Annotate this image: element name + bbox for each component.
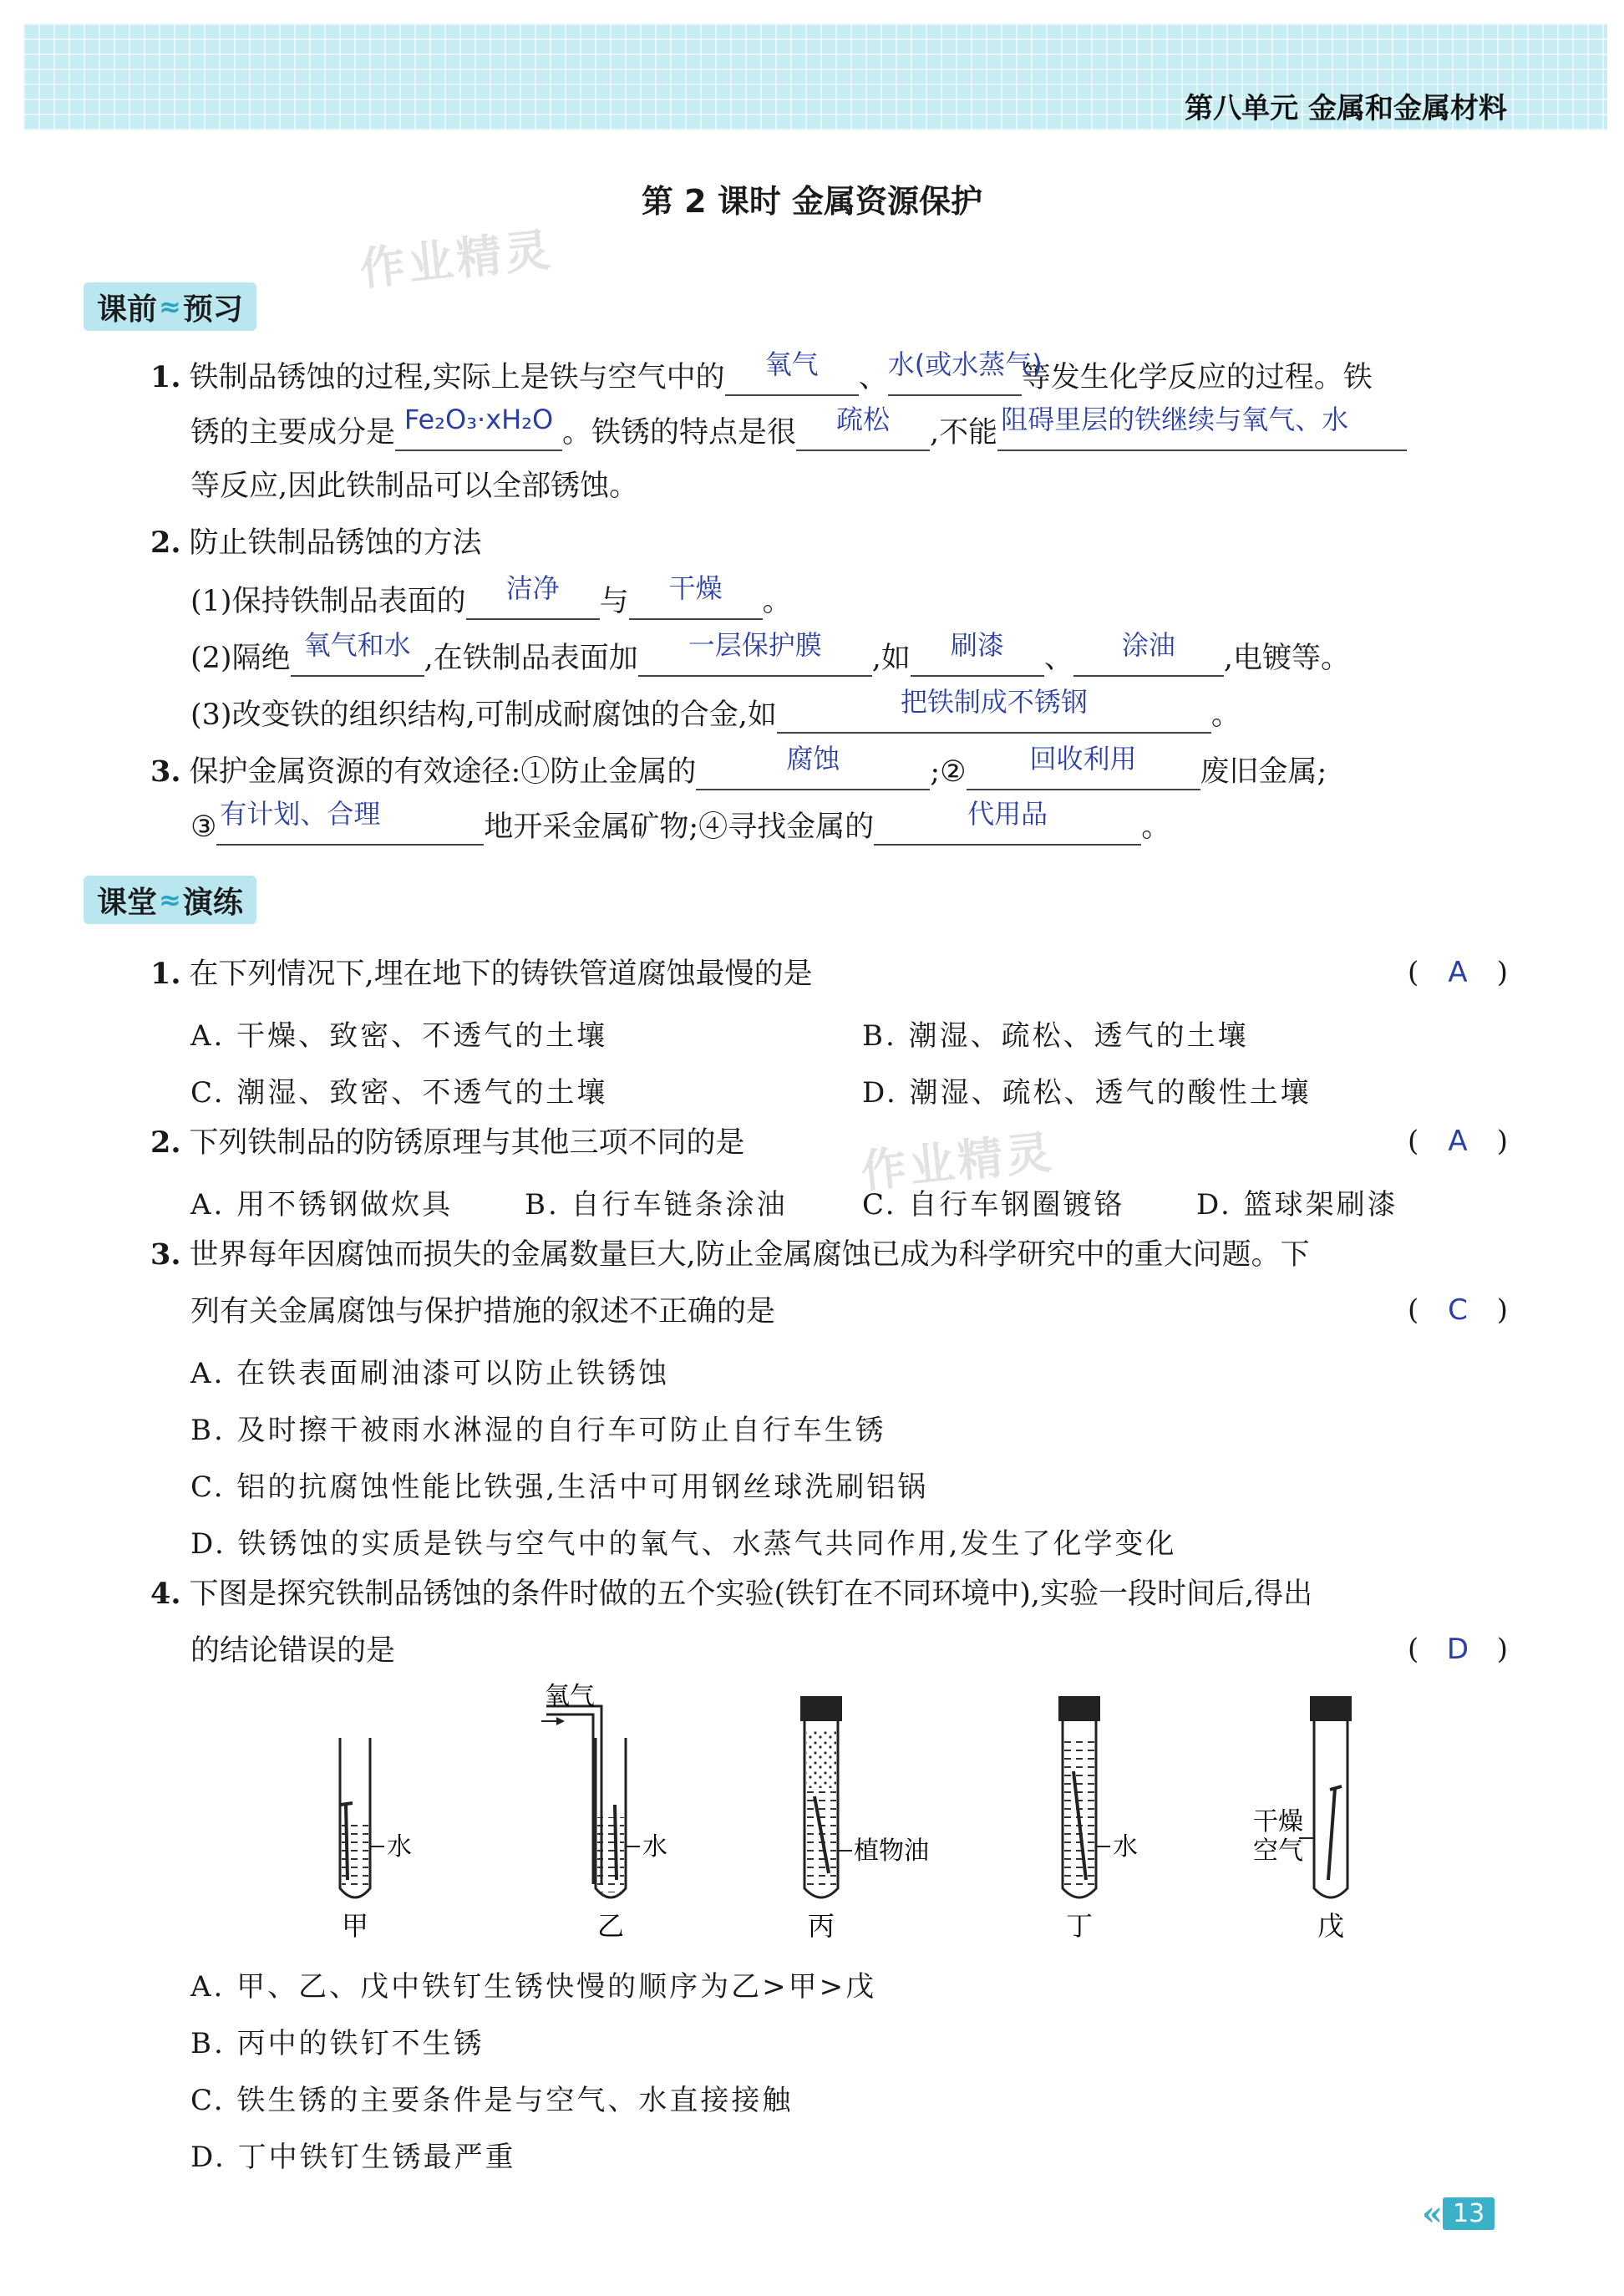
option-a[interactable]: A. 干燥、致密、不透气的土壤 <box>190 1019 608 1053</box>
question-number: 2. <box>150 526 181 560</box>
option-a[interactable]: A. 甲、乙、戊中铁钉生锈快慢的顺序为乙>甲>戊 <box>190 1970 877 2004</box>
section-preview-tag <box>84 282 256 331</box>
option-c[interactable]: C. 潮湿、致密、不透气的土壤 <box>190 1076 608 1110</box>
practice-q3-stem2 <box>0 1293 1624 1330</box>
answer: D <box>1446 1633 1469 1666</box>
practice-q2-stem <box>0 1125 1624 1161</box>
blank-substitute[interactable] <box>874 798 1141 846</box>
blank-plan[interactable] <box>216 798 484 846</box>
page-number <box>1422 2195 1495 2232</box>
option-d[interactable]: D. 潮湿、疏松、透气的酸性土壤 <box>862 1076 1312 1110</box>
section-preview-right: 预习 <box>182 292 243 327</box>
answer: A <box>1448 956 1468 989</box>
text: 、 <box>1043 642 1073 675</box>
blank-oil[interactable] <box>1073 629 1224 677</box>
label-water-ding: 水 <box>1113 1832 1138 1862</box>
practice-q1-stem <box>0 956 1624 993</box>
preview-q2-stem <box>0 525 1624 561</box>
text: 废旧金属; <box>1200 755 1327 789</box>
section-practice-tag <box>84 876 256 924</box>
text: 铁制品锈蚀的过程,实际上是铁与空气中的 <box>189 361 725 394</box>
text: 、 <box>858 361 888 394</box>
blank-corrosion[interactable] <box>696 743 930 790</box>
text: (3)改变铁的组织结构,可制成耐腐蚀的合金,如 <box>190 698 777 732</box>
option-c[interactable]: C. 自行车钢圈镀铬 <box>862 1188 1125 1222</box>
option-b[interactable]: B. 潮湿、疏松、透气的土壤 <box>862 1019 1249 1053</box>
answer: Fe₂O₃·xH₂O <box>403 404 554 435</box>
question-number: 3. <box>150 754 181 789</box>
text: 与 <box>599 585 629 618</box>
question-number: 1. <box>150 957 181 991</box>
paren: ( <box>1408 1633 1419 1666</box>
blank-water[interactable] <box>887 348 1043 396</box>
answer: 一层保护膜 <box>688 629 822 661</box>
question-number: 1. <box>150 360 181 394</box>
answer: 阻碍里层的铁继续与氧气、水 <box>1001 404 1349 435</box>
label-oil: 植物油 <box>854 1836 929 1866</box>
tube-yi <box>541 1706 640 1897</box>
answer-paren-q2[interactable] <box>1408 1125 1508 1158</box>
double-chevron-left-icon: « <box>1422 2193 1434 2233</box>
lesson-title: 第 2 课时 金属资源保护 <box>641 183 983 220</box>
text: 在下列情况下,埋在地下的铸铁管道腐蚀最慢的是 <box>189 958 813 991</box>
text: 下列铁制品的防锈原理与其他三项不同的是 <box>189 1126 745 1160</box>
paren: ( <box>1408 1125 1419 1158</box>
text: ③ <box>190 810 217 844</box>
text: (1)保持铁制品表面的 <box>190 585 466 618</box>
answer: 有计划、合理 <box>220 798 381 830</box>
answer-paren-q1[interactable] <box>1408 956 1508 989</box>
option-c[interactable]: C. 铁生锈的主要条件是与空气、水直接接触 <box>190 2084 794 2117</box>
text: 。 <box>762 585 792 618</box>
answer: 涂油 <box>1121 629 1175 661</box>
blank-stainless[interactable] <box>777 686 1211 734</box>
answer: 干燥 <box>668 572 723 604</box>
option-a[interactable]: A. 用不锈钢做炊具 <box>190 1188 454 1222</box>
preview-q2-s3 <box>0 686 1624 734</box>
page-number-value: 13 <box>1443 2197 1495 2230</box>
tube-name-jia: 甲 <box>341 1910 369 1942</box>
preview-q2-s1 <box>0 572 1624 620</box>
answer: 水(或水蒸气) <box>887 348 1043 380</box>
answer: A <box>1448 1125 1468 1158</box>
tube-name-wu: 戊 <box>1317 1910 1345 1942</box>
blank-oxygen[interactable] <box>725 348 859 396</box>
text: 防止铁制品锈蚀的方法 <box>189 526 482 560</box>
paren: ) <box>1496 1633 1508 1666</box>
blank-barrier[interactable] <box>997 404 1407 451</box>
text: 等反应,因此铁制品可以全部锈蚀。 <box>190 470 639 503</box>
answer: 回收利用 <box>1029 743 1137 775</box>
answer: C <box>1448 1293 1468 1327</box>
option-d[interactable]: D. 丁中铁钉生锈最严重 <box>190 2141 516 2174</box>
answer-paren-q4[interactable] <box>1408 1633 1508 1666</box>
practice-q3-stem1 <box>0 1237 1624 1273</box>
tube-jia <box>340 1738 384 1897</box>
practice-q4-stem1 <box>0 1576 1624 1613</box>
paren: ) <box>1496 1125 1508 1158</box>
experiment-diagram <box>0 1679 1624 1955</box>
preview-q1-line1 <box>0 348 1624 396</box>
text: 的结论错误的是 <box>190 1634 396 1668</box>
option-a[interactable]: A. 在铁表面刷油漆可以防止铁锈蚀 <box>190 1357 670 1390</box>
question-number: 3. <box>150 1237 181 1272</box>
preview-q3-line2 <box>0 798 1624 846</box>
paren: ( <box>1408 956 1419 989</box>
text: 列有关金属腐蚀与保护措施的叙述不正确的是 <box>190 1295 776 1328</box>
blank-dry[interactable] <box>629 572 763 620</box>
text: 世界每年因腐蚀而损失的金属数量巨大,防止金属腐蚀已成为科学研究中的重大问题。下 <box>189 1238 1310 1272</box>
label-dry: 干燥 <box>1253 1807 1303 1836</box>
option-c[interactable]: C. 铝的抗腐蚀性能比铁强,生活中可用钢丝球洗刷铝锅 <box>190 1471 929 1504</box>
label-water-jia: 水 <box>387 1832 412 1862</box>
blank-formula[interactable] <box>395 404 562 451</box>
answer: 洁净 <box>505 572 560 604</box>
question-number: 2. <box>150 1125 181 1160</box>
paren: ) <box>1496 956 1508 989</box>
blank-loose[interactable] <box>796 404 930 451</box>
text: 。铁锈的特点是很 <box>562 416 797 450</box>
practice-q4-stem2 <box>0 1633 1624 1669</box>
blank-clean[interactable] <box>466 572 600 620</box>
text: ,不能 <box>930 416 998 450</box>
label-oxygen: 氧气 <box>545 1682 595 1711</box>
tube-ding <box>1058 1696 1110 1897</box>
tube-wu <box>1299 1696 1352 1897</box>
answer: 疏松 <box>836 404 891 435</box>
answer: 腐蚀 <box>786 743 840 775</box>
text: 保护金属资源的有效途径:①防止金属的 <box>189 755 697 789</box>
preview-q3-line1 <box>0 743 1624 790</box>
tube-name-ding: 丁 <box>1065 1910 1094 1942</box>
answer: 氧气 <box>764 348 819 380</box>
blank-paint[interactable] <box>911 629 1044 677</box>
wave-icon: ≈ <box>159 884 181 916</box>
text: 。 <box>1210 698 1241 732</box>
option-b[interactable]: B. 自行车链条涂油 <box>525 1188 788 1222</box>
option-b[interactable]: B. 及时擦干被雨水淋湿的自行车可防止自行车生锈 <box>190 1414 886 1447</box>
label-air: 空气 <box>1253 1836 1303 1866</box>
text: 锈的主要成分是 <box>190 416 396 450</box>
paren: ) <box>1496 1293 1508 1327</box>
option-d[interactable]: D. 篮球架刷漆 <box>1196 1188 1398 1222</box>
tube-name-bing: 丙 <box>807 1910 835 1942</box>
section-practice-right: 演练 <box>182 885 243 920</box>
text: ,如 <box>871 642 911 675</box>
preview-q1-line2 <box>0 404 1624 451</box>
text: 等发生化学反应的过程。铁 <box>1021 361 1373 394</box>
section-practice-left: 课堂 <box>97 885 158 920</box>
blank-recycle[interactable] <box>967 743 1200 790</box>
answer: 氧气和水 <box>303 629 411 661</box>
answer: 代用品 <box>967 798 1048 830</box>
question-number: 4. <box>150 1577 181 1611</box>
preview-q2-s2 <box>0 629 1624 677</box>
answer: 刷漆 <box>950 629 1004 661</box>
text: 下图是探究铁制品锈蚀的条件时做的五个实验(铁钉在不同环境中),实验一段时间后,得出 <box>189 1577 1313 1611</box>
blank-film[interactable] <box>638 629 872 677</box>
watermark: 作业精灵 <box>357 223 556 296</box>
tube-bing <box>800 1696 852 1897</box>
text: 地开采金属矿物;④寻找金属的 <box>484 810 875 844</box>
answer-paren-q3[interactable] <box>1408 1293 1508 1327</box>
wave-icon: ≈ <box>159 291 181 323</box>
label-water-yi: 水 <box>642 1832 667 1862</box>
unit-title: 第八单元 金属和金属材料 <box>1185 92 1507 125</box>
tube-name-yi: 乙 <box>596 1910 625 1942</box>
answer: 把铁制成不锈钢 <box>900 686 1088 718</box>
text: ,在铁制品表面加 <box>424 642 638 675</box>
blank-isolate[interactable] <box>291 629 424 677</box>
text: (2)隔绝 <box>190 642 291 675</box>
option-d[interactable]: D. 铁锈蚀的实质是铁与空气中的氧气、水蒸气共同作用,发生了化学变化 <box>190 1527 1177 1561</box>
option-b[interactable]: B. 丙中的铁钉不生锈 <box>190 2027 485 2060</box>
text: ,电镀等。 <box>1223 642 1351 675</box>
text: ;② <box>930 755 967 789</box>
watermark-2: 作业精灵 <box>858 1125 1058 1198</box>
text: 。 <box>1141 810 1171 844</box>
preview-q1-line3 <box>0 468 1624 505</box>
section-preview-left: 课前 <box>97 292 158 327</box>
paren: ( <box>1408 1293 1419 1327</box>
